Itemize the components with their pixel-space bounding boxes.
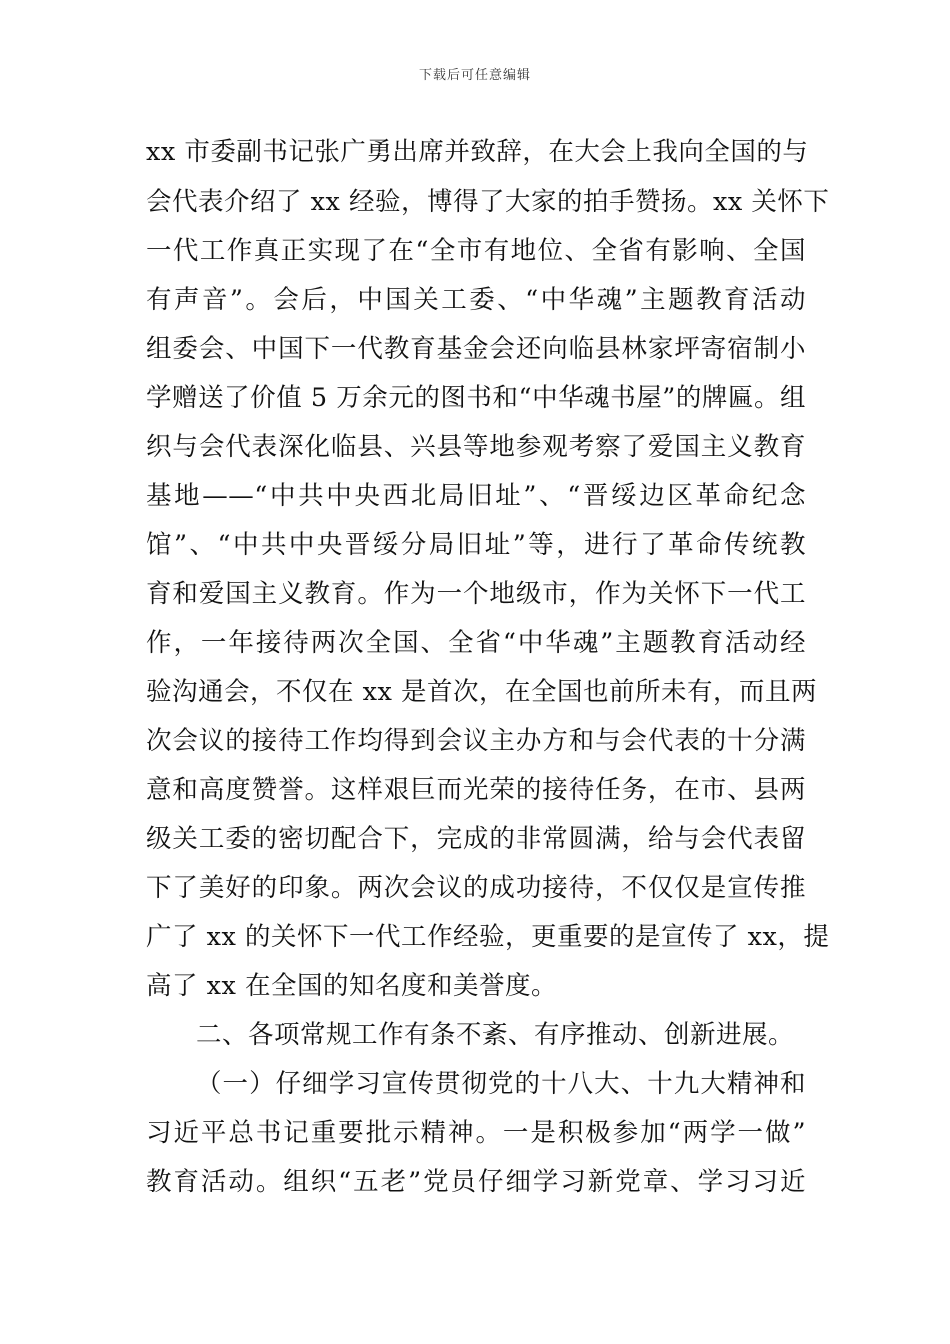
header-note: 下载后可任意编辑 [418,68,531,83]
text-line: 下了美好的印象。两次会议的成功接待，不仅仅是宣传推 [146,873,806,903]
section-heading: 二、各项常规工作有条不紊、有序推动、创新进展。 [196,1020,795,1050]
text-line: 组委会、中国下一代教育基金会还向临县林家坪寄宿制小 [146,334,806,364]
text-line: 织与会代表深化临县、兴县等地参观考察了爱国主义教育 [146,432,806,462]
text-line: 验沟通会，不仅在 xx 是首次，在全国也前所未有，而且两 [146,677,817,707]
text-line: xx 市委副书记张广勇出席并致辞，在大会上我向全国的与 [146,137,809,167]
text-line: 意和高度赞誉。这样艰巨而光荣的接待任务，在市、县两 [146,775,806,805]
text-line: 高了 xx 在全国的知名度和美誉度。 [146,971,557,1001]
text-line: 次会议的接待工作均得到会议主办方和与会代表的十分满 [146,726,806,756]
text-line: 级关工委的密切配合下，完成的非常圆满，给与会代表留 [146,824,806,854]
text-line: 一代工作真正实现了在“全市有地位、全省有影响、全国 [146,236,806,266]
text-line: 育和爱国主义教育。作为一个地级市，作为关怀下一代工 [146,579,806,609]
text-line: 作，一年接待两次全国、全省“中华魂”主题教育活动经 [146,628,806,658]
text-line: 基地——“中共中央西北局旧址”、“晋绥边区革命纪念 [146,481,806,511]
text-line: 广了 xx 的关怀下一代工作经验，更重要的是宣传了 xx，提 [146,922,830,952]
text-line: 教育活动。组织“五老”党员仔细学习新党章、学习习近 [146,1167,806,1197]
subsection-heading: （一）仔细学习宣传贯彻党的十八大、十九大精神和 [196,1069,806,1099]
text-line: 会代表介绍了 xx 经验，博得了大家的拍手赞扬。xx 关怀下 [146,187,830,217]
text-line: 习近平总书记重要批示精神。一是积极参加“两学一做” [146,1118,806,1148]
text-line: 有声音”。会后，中国关工委、“中华魂”主题教育活动 [146,285,806,315]
text-line: 馆”、“中共中央晋绥分局旧址”等，进行了革命传统教 [146,530,806,560]
text-line: 学赠送了价值 5 万余元的图书和“中华魂书屋”的牌匾。组 [146,383,806,413]
